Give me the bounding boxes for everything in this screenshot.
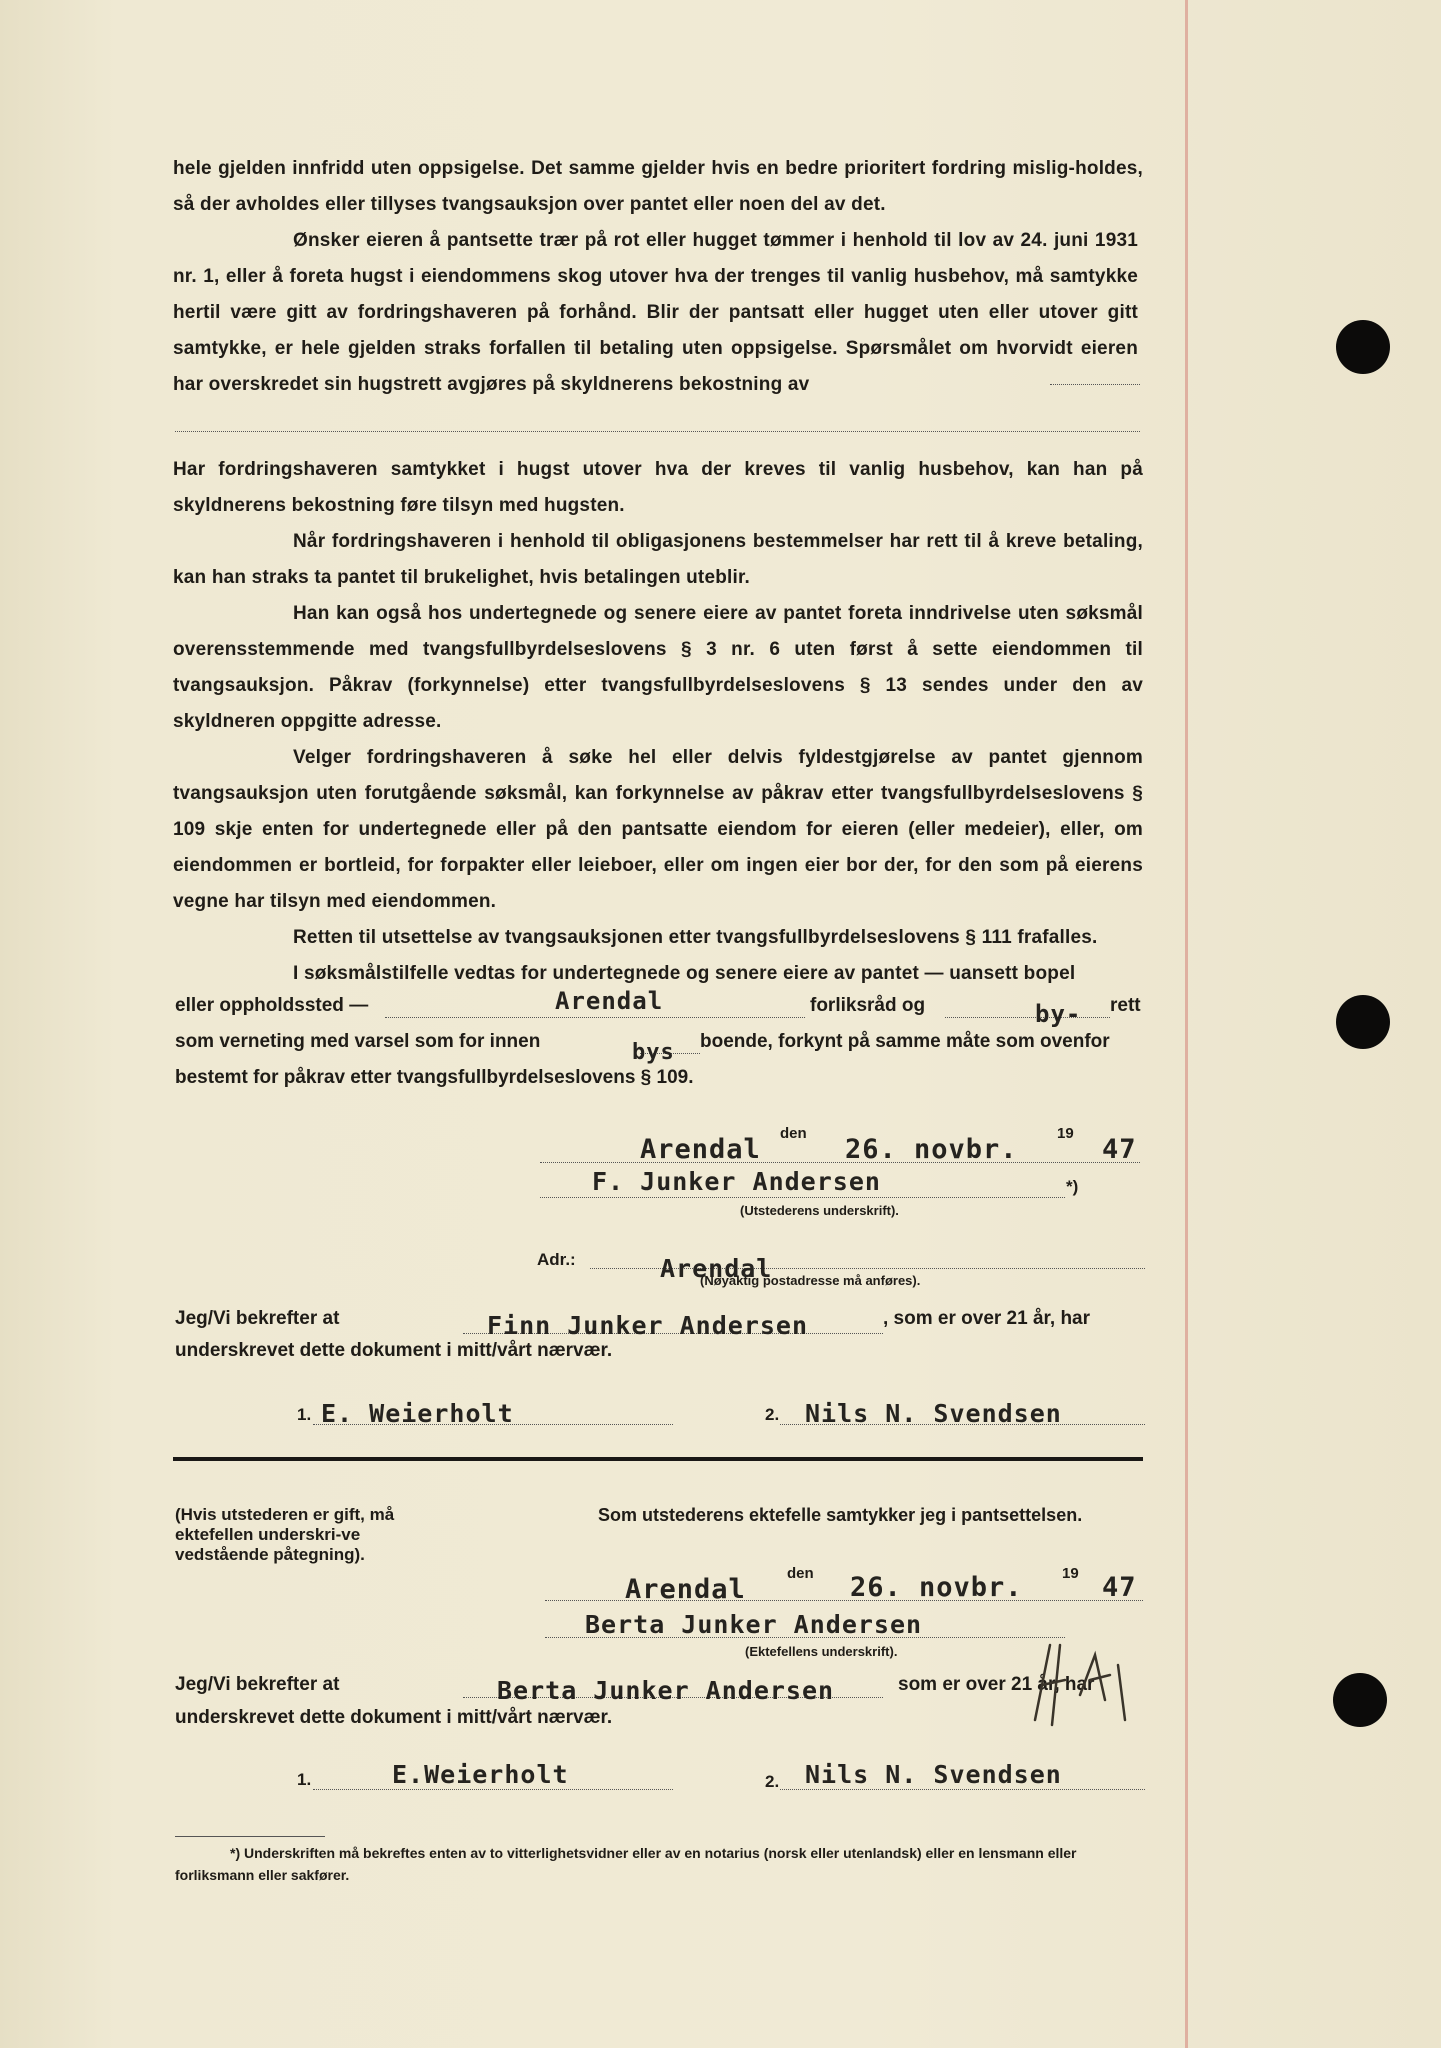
witness-4-num: 2.	[765, 1772, 780, 1791]
blank-line	[545, 1637, 1065, 1638]
paragraph-7: Retten til utsettelse av tvangsauksjonen etter tvangsfullbyrdelseslovens § 111 frafalles.	[293, 927, 1098, 948]
confirm-text-1: Jeg/Vi bekrefter at	[175, 1308, 340, 1329]
spouse-caption: (Ektefellens underskrift).	[745, 1644, 898, 1659]
spouse-date: 26. novbr.	[850, 1572, 1023, 1603]
paragraph-5: Han kan også hos undertegnede og senere eiere av pantet foreta inndrivelse uten søksmål overensstemmende med tvangsfullbyrdelseslovens § 3 nr. 6 uten først å sette eiendommen til tvangsauksjon. Påkrav (forkynnelse) etter tvangsfullbyrdelseslovens § 13 sendes under den av skyldneren oppgitte adresse.	[173, 603, 1143, 732]
confirm-name-2: Berta Junker Andersen	[497, 1676, 835, 1705]
den-label: den	[787, 1565, 814, 1582]
confirm-name-1: Finn Junker Andersen	[487, 1311, 809, 1340]
venue-line-1c: rett	[1110, 995, 1141, 1016]
punch-hole-icon	[1333, 1673, 1387, 1727]
venue-line-1a: eller oppholdssted —	[175, 995, 369, 1016]
punch-hole-icon	[1336, 995, 1390, 1049]
witness-2-num: 2.	[765, 1405, 780, 1424]
adr-caption: (Nøyaktig postadresse må anføres).	[700, 1273, 921, 1288]
red-margin-line	[1185, 0, 1188, 2048]
year-prefix: 19	[1057, 1125, 1074, 1142]
asterisk-mark: *)	[1066, 1177, 1079, 1196]
blank-line	[313, 1789, 673, 1790]
spouse-note: (Hvis utstederen er gift, må ektefellen underskri-ve vedstående påtegning).	[175, 1505, 395, 1564]
venue-line-2b: boende, forkynt på samme måte som ovenfor	[700, 1031, 1110, 1052]
issuer-date: 26. novbr.	[845, 1134, 1018, 1165]
year-prefix: 19	[1062, 1565, 1079, 1582]
venue-line-2a: som verneting med varsel som for innen	[175, 1031, 541, 1052]
typed-bys: bys	[632, 1040, 675, 1065]
blank-line	[540, 1162, 1140, 1163]
issuer-year: 47	[1102, 1134, 1137, 1165]
venue-line-1b: forliksråd og	[810, 995, 926, 1016]
witness-4: Nils N. Svendsen	[805, 1760, 1062, 1789]
paragraph-2: Ønsker eieren å pantsette trær på rot eller hugget tømmer i henhold til lov av 24. juni 1931 nr. 1, eller å foreta hugst i eiendommens skog utover hva der trenges til vanlig husbehov, må samtykke hertil være gitt av fordringshaveren på forhånd. Blir der pantsatt eller hugget uten eller utover gitt samtykke, er hele gjelden straks forfallen til betaling uten oppsigelse. Spørsmålet om hvorvidt eieren har overskredet sin hugstrett avgjøres på skyldnerens bekostning av	[173, 230, 1138, 395]
spouse-place: Arendal	[625, 1574, 746, 1605]
blank-line	[545, 1600, 1143, 1601]
handwritten-initials	[1020, 1625, 1140, 1735]
paragraph-4: Når fordringshaveren i henhold til obligasjonens bestemmelser har rett til å kreve betaling, kan han straks ta pantet til brukelighet, hvis betalingen uteblir.	[173, 531, 1143, 588]
witness-3: E.Weierholt	[392, 1760, 569, 1789]
punch-hole-icon	[1336, 320, 1390, 374]
blank-line	[385, 1017, 805, 1018]
blank-line	[1050, 384, 1140, 385]
spouse-year: 47	[1102, 1572, 1137, 1603]
issuer-place: Arendal	[640, 1134, 761, 1165]
typed-by: by-	[1035, 1000, 1082, 1028]
issuer-caption: (Utstederens underskrift).	[740, 1203, 899, 1218]
witness-1-num: 1.	[297, 1405, 312, 1424]
adr-label: Adr.:	[537, 1250, 576, 1269]
body-text-top	[173, 151, 1143, 403]
blank-line	[945, 1017, 1110, 1018]
paragraph-1: hele gjelden innfridd uten oppsigelse. Det samme gjelder hvis en bedre prioritert fordring mislig-holdes, så der avholdes eller tillyses tvangsauksjon over pantet eller noen del av det.	[173, 158, 1143, 215]
section-divider	[173, 1457, 1143, 1461]
witness-3-num: 1.	[297, 1770, 312, 1789]
confirm-line2-1: underskrevet dette dokument i mitt/vårt nærvær.	[175, 1340, 613, 1361]
body-text-middle	[173, 452, 1143, 992]
confirm-text-2: Jeg/Vi bekrefter at	[175, 1674, 340, 1695]
spouse-consent: Som utstederens ektefelle samtykker jeg i pantsettelsen.	[598, 1505, 1083, 1525]
confirm-text-1b: , som er over 21 år, har	[883, 1308, 1091, 1329]
confirm-text-2b: som er over 21 år, har	[898, 1674, 1095, 1695]
spouse-name: Berta Junker Andersen	[585, 1610, 923, 1639]
typed-arendal: Arendal	[555, 987, 664, 1015]
confirm-line2-2: underskrevet dette dokument i mitt/vårt nærvær.	[175, 1707, 613, 1728]
witness-2: Nils N. Svendsen	[805, 1399, 1062, 1428]
adr-value: Arendal	[660, 1254, 773, 1283]
issuer-name: F. Junker Andersen	[592, 1167, 881, 1196]
blank-line	[175, 431, 1140, 432]
paragraph-8: I søksmålstilfelle vedtas for undertegnede og senere eiere av pantet — uansett bopel	[293, 963, 1076, 984]
blank-line	[540, 1197, 1065, 1198]
footnote-rule	[175, 1836, 325, 1837]
paragraph-3: Har fordringshaveren samtykket i hugst utover hva der kreves til vanlig husbehov, kan han på skyldnerens bekostning føre tilsyn med hugsten.	[173, 459, 1143, 516]
blank-line	[780, 1789, 1145, 1790]
witness-1: E. Weierholt	[321, 1399, 514, 1428]
den-label: den	[780, 1125, 807, 1142]
venue-line-3: bestemt for påkrav etter tvangsfullbyrdelseslovens § 109.	[175, 1067, 694, 1088]
paragraph-6: Velger fordringshaveren å søke hel eller delvis fyldestgjørelse av pantet gjennom tvangsauksjon uten forutgående søksmål, kan forkynnelse av påkrav etter tvangsfullbyrdelseslovens § 109 skje enten for undertegnede eller på den pantsatte eiendom for eieren (eller medeier), eller, om eiendommen er bortleid, for forpakter eller leieboer, eller om ingen eier bor der, for den som på eierens vegne har tilsyn med eiendommen.	[173, 747, 1143, 912]
footnote: *) Underskriften må bekreftes enten av to vitterlighetsvidner eller av en notarius (norsk eller utenlandsk) eller en lensmann eller forliksmann eller sakfører.	[175, 1845, 1077, 1883]
